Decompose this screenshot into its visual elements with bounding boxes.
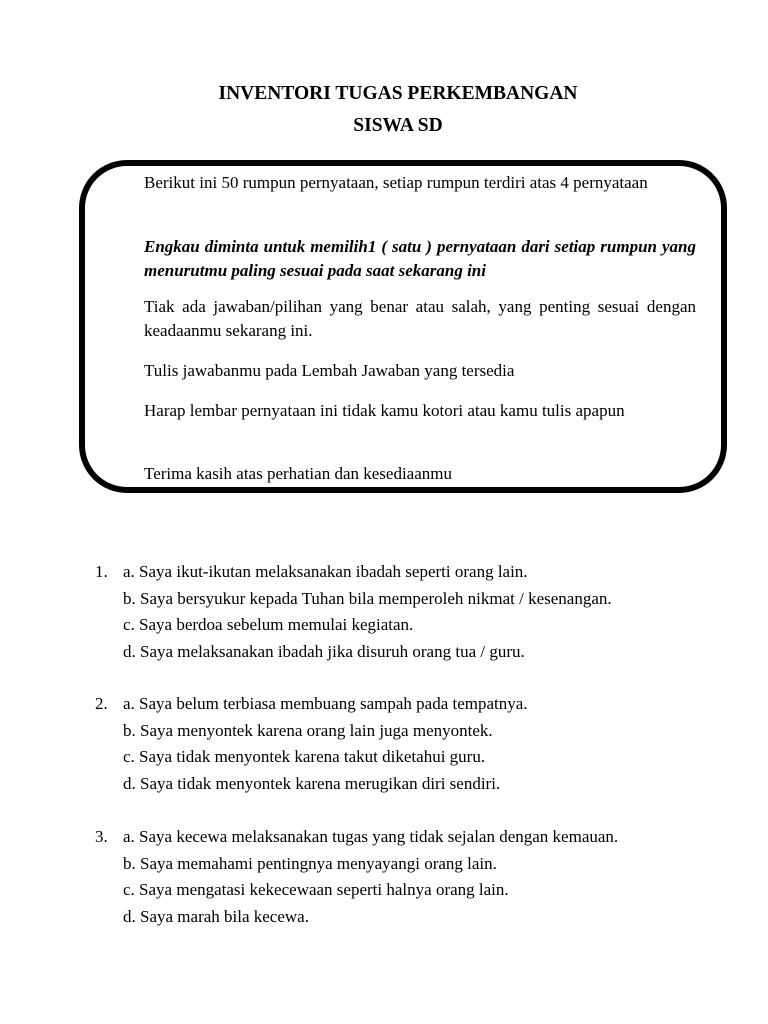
question-option-a: a. Saya kecewa melaksanakan tugas yang tidak sejalan dengan kemauan. [123, 827, 619, 846]
question-option-b: b. Saya menyontek karena orang lain juga menyontek. [123, 721, 493, 740]
instruction-choose-one: Engkau diminta untuk memilih1 ( satu ) pernyataan dari setiap rumpun yang menurutmu paling sesuai pada saat sekarang ini [144, 237, 696, 280]
page-title-line-2: SISWA SD [353, 115, 443, 136]
instructions-box [79, 160, 727, 493]
question-option-a: a. Saya ikut-ikutan melaksanakan ibadah seperti orang lain. [123, 562, 528, 581]
question-option-d: d. Saya marah bila kecewa. [123, 907, 309, 926]
question-option-b: b. Saya memahami pentingnya menyayangi orang lain. [123, 854, 497, 873]
page-title-line-1: INVENTORI TUGAS PERKEMBANGAN [218, 83, 578, 104]
instruction-intro: Berikut ini 50 rumpun pernyataan, setiap rumpun terdiri atas 4 pernyataan [144, 173, 648, 192]
instruction-thanks: Terima kasih atas perhatian dan kesediaanmu [144, 464, 452, 483]
instruction-answer-sheet: Tulis jawabanmu pada Lembah Jawaban yang tersedia [144, 361, 515, 380]
question-option-a: a. Saya belum terbiasa membuang sampah pada tempatnya. [123, 694, 528, 713]
question-option-c: c. Saya tidak menyontek karena takut diketahui guru. [123, 747, 486, 766]
question-option-b: b. Saya bersyukur kepada Tuhan bila memperoleh nikmat / kesenangan. [123, 589, 612, 608]
question-option-d: d. Saya tidak menyontek karena merugikan diri sendiri. [123, 774, 501, 793]
question-number: 3. [95, 827, 108, 846]
question-option-c: c. Saya mengatasi kekecewaan seperti halnya orang lain. [123, 880, 509, 899]
question-number: 2. [95, 694, 108, 713]
instruction-keep-clean: Harap lembar pernyataan ini tidak kamu kotori atau kamu tulis apapun [144, 401, 625, 420]
instruction-no-right-answer: Tiak ada jawaban/pilihan yang benar atau salah, yang penting sesuai dengan keadaanmu sekarang ini. [144, 297, 696, 340]
question-option-c: c. Saya berdoa sebelum memulai kegiatan. [123, 615, 414, 634]
question-option-d: d. Saya melaksanakan ibadah jika disuruh orang tua / guru. [123, 642, 525, 661]
question-number: 1. [95, 562, 108, 581]
